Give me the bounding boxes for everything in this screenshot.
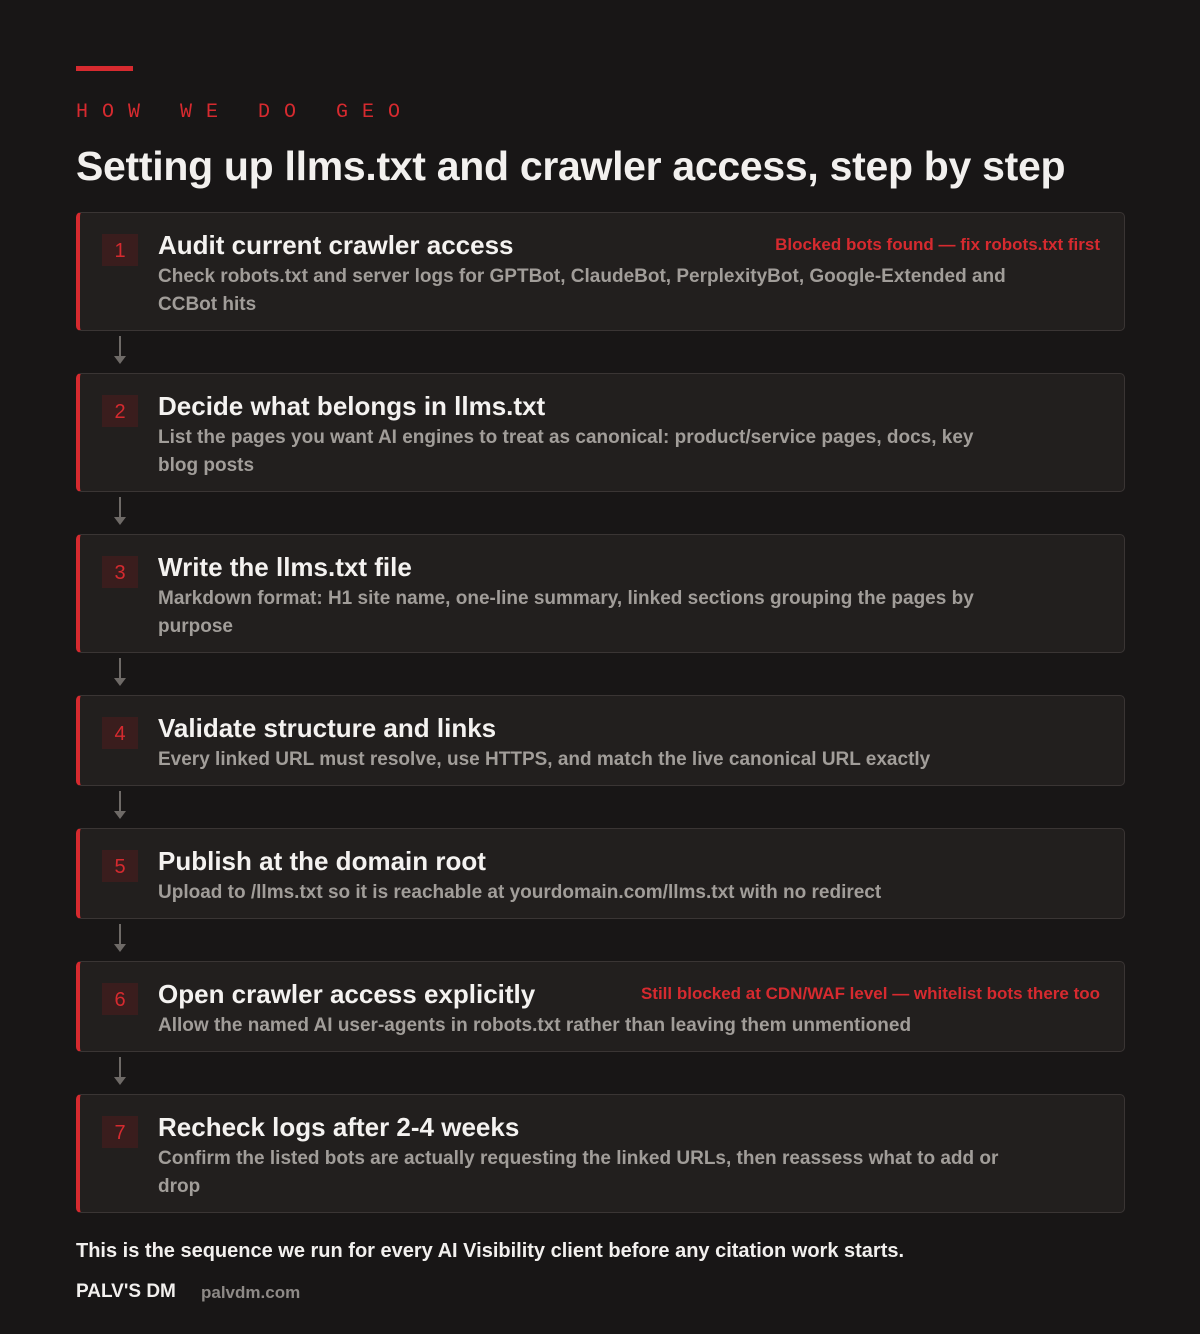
arrow-down-icon — [76, 331, 1125, 373]
step-number-badge: 4 — [102, 717, 138, 749]
footer-caption: This is the sequence we run for every AI Visibility client before any citation work starts. — [76, 1240, 905, 1262]
arrow-down-icon — [76, 492, 1125, 534]
step-title: Recheck logs after 2-4 weeks — [158, 1112, 520, 1142]
step-card-2 — [76, 373, 1125, 492]
step-number-badge: 3 — [102, 556, 138, 588]
arrow-down-icon — [76, 786, 1125, 828]
step-title: Validate structure and links — [158, 713, 497, 743]
step-number-badge: 7 — [102, 1116, 138, 1148]
step-description: Confirm the listed bots are actually requesting the linked URLs, then reassess what to add or drop — [158, 1148, 999, 1197]
step-card-4 — [76, 695, 1125, 786]
step-description: List the pages you want AI engines to treat as canonical: product/service pages, docs, key blog posts — [158, 427, 974, 476]
step-description: Check robots.txt and server logs for GPTBot, ClaudeBot, PerplexityBot, Google-Extended and CCBot hits — [158, 266, 1006, 315]
step-number-badge: 5 — [102, 850, 138, 882]
step-card-7 — [76, 1094, 1125, 1213]
steps-flow — [76, 212, 1125, 1213]
step-title: Audit current crawler access — [158, 230, 514, 260]
accent-bar — [76, 66, 133, 71]
arrow-down-icon — [76, 1052, 1125, 1094]
step-description: Upload to /llms.txt so it is reachable at yourdomain.com/llms.txt with no redirect — [158, 882, 882, 903]
step-title: Publish at the domain root — [158, 846, 486, 876]
step-warning-note: Still blocked at CDN/WAF level — whitelist bots there too — [640, 984, 1100, 1003]
eyebrow-label: HOW WE DO GEO — [76, 101, 415, 124]
step-number-badge: 1 — [102, 234, 138, 266]
step-warning-note: Blocked bots found — fix robots.txt first — [775, 235, 1100, 254]
step-card-3 — [76, 534, 1125, 653]
step-description: Markdown format: H1 site name, one-line summary, linked sections grouping the pages by purpose — [158, 588, 974, 637]
step-title: Open crawler access explicitly — [158, 979, 536, 1009]
page-title: Setting up llms.txt and crawler access, step by step — [76, 143, 1066, 189]
arrow-down-icon — [76, 919, 1125, 961]
step-description: Allow the named AI user-agents in robots.txt rather than leaving them unmentioned — [158, 1015, 912, 1036]
step-number-badge: 6 — [102, 983, 138, 1015]
brand-domain: palvdm.com — [201, 1283, 301, 1302]
step-card-5 — [76, 828, 1125, 919]
step-number-badge: 2 — [102, 395, 138, 427]
arrow-down-icon — [76, 653, 1125, 695]
step-description: Every linked URL must resolve, use HTTPS, and match the live canonical URL exactly — [158, 749, 931, 770]
brand-name: PALV'S DM — [76, 1281, 176, 1302]
step-title: Decide what belongs in llms.txt — [158, 391, 546, 421]
step-card-6 — [76, 961, 1125, 1052]
step-card-1 — [76, 212, 1125, 331]
step-title: Write the llms.txt file — [158, 552, 412, 582]
